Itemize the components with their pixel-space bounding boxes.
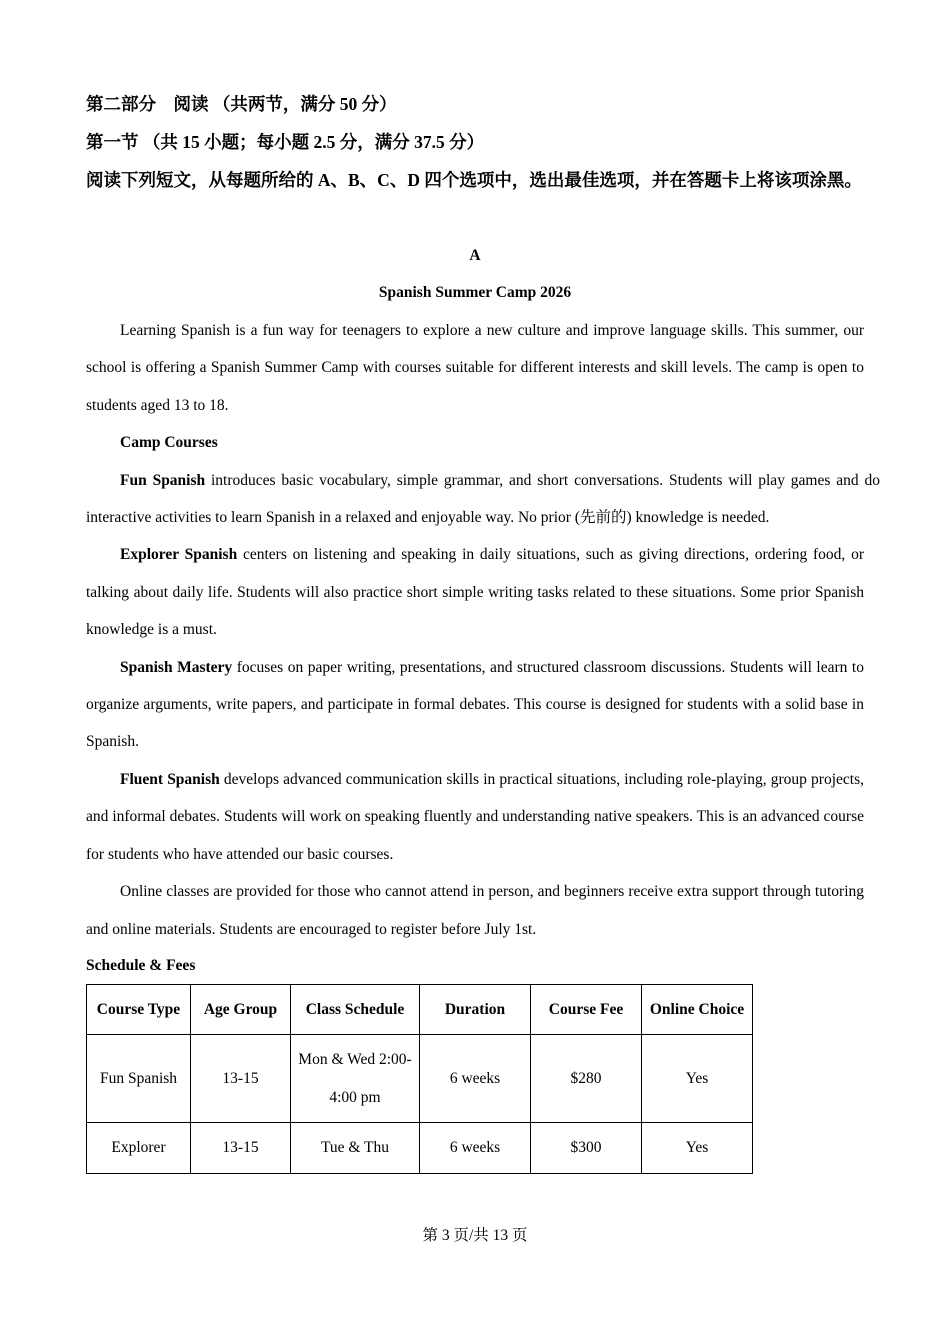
schedule-table	[86, 984, 753, 1174]
cell: Explorer	[87, 1123, 191, 1173]
cell: Fun Spanish	[87, 1035, 191, 1123]
header-cell: Course Type	[87, 985, 191, 1035]
instruction: 阅读下列短文，从每题所给的 A、B、C、D 四个选项中，选出最佳选项，并在答题卡上将该项涂黑。	[86, 170, 862, 190]
cell: $280	[531, 1035, 642, 1123]
course-name: Spanish Mastery	[120, 658, 233, 676]
course-description: focuses on paper writing, presentations, and structured classroom discussions. Students will learn to organize arguments, write papers, and participate in formal debates. This course is designed for students with a solid base in Spanish.	[86, 658, 864, 751]
course-description: centers on listening and speaking in daily situations, such as giving directions, ordering food, or talking about daily life. Students will also practice short simple writing tasks related to these situations. Some prior Spanish knowledge is a must.	[86, 546, 864, 639]
header-cell: Duration	[420, 985, 531, 1035]
cell: $300	[531, 1123, 642, 1173]
table-header-row	[87, 985, 753, 1035]
course-name: Explorer Spanish	[120, 546, 238, 564]
course-name: Fun Spanish	[120, 471, 206, 489]
table-row	[87, 1123, 753, 1173]
header-cell: Course Fee	[531, 985, 642, 1035]
cell: Mon & Wed 2:00-4:00 pm	[291, 1035, 420, 1123]
header-cell: Age Group	[191, 985, 291, 1035]
course-description: introduces basic vocabulary, simple grammar, and short conversations. Students will play games and do interactive activities to learn Spanish in a relaxed and enjoyable way. No prior (先前的) knowledge is needed.	[86, 471, 880, 527]
course-paragraph	[86, 462, 880, 537]
cell: Yes	[642, 1123, 753, 1173]
page-number: 第 3 页/共 13 页	[422, 1227, 528, 1244]
cell: Tue & Thu	[291, 1123, 420, 1173]
courses-heading: Camp Courses	[120, 434, 218, 452]
part-heading: 第二部分 阅读 （共两节，满分 50 分）	[86, 94, 397, 114]
course-paragraph	[86, 649, 864, 761]
cell: 6 weeks	[420, 1035, 531, 1123]
online-paragraph: Online classes are provided for those who cannot attend in person, and beginners receive extra support through tutoring and online materials. Students are encouraged to register before July 1st.	[86, 883, 864, 938]
course-paragraph	[86, 536, 864, 648]
passage-letter: A	[469, 247, 481, 264]
passage-title: Spanish Summer Camp 2026	[378, 284, 572, 301]
header-cell: Class Schedule	[291, 985, 420, 1035]
schedule-heading: Schedule & Fees	[86, 957, 196, 974]
cell: 6 weeks	[420, 1123, 531, 1173]
intro-paragraph: Learning Spanish is a fun way for teenagers to explore a new culture and improve language skills. This summer, our school is offering a Spanish Summer Camp with courses suitable for different interests and skill levels. The camp is open to students aged 13 to 18.	[86, 322, 864, 414]
header-cell: Online Choice	[642, 985, 753, 1035]
table-row	[87, 1035, 753, 1123]
section-heading: 第一节 （共 15 小题；每小题 2.5 分，满分 37.5 分）	[86, 132, 485, 152]
cell: 13-15	[191, 1035, 291, 1123]
course-description: develops advanced communication skills in practical situations, including role-playing, group projects, and informal debates. Students will work on speaking fluently and understanding native speakers. This is an advanced course for students who have attended our basic courses.	[86, 770, 864, 863]
passage-body	[86, 312, 880, 948]
cell: Yes	[642, 1035, 753, 1123]
cell: 13-15	[191, 1123, 291, 1173]
course-paragraph	[86, 761, 864, 873]
course-name: Fluent Spanish	[120, 770, 220, 788]
